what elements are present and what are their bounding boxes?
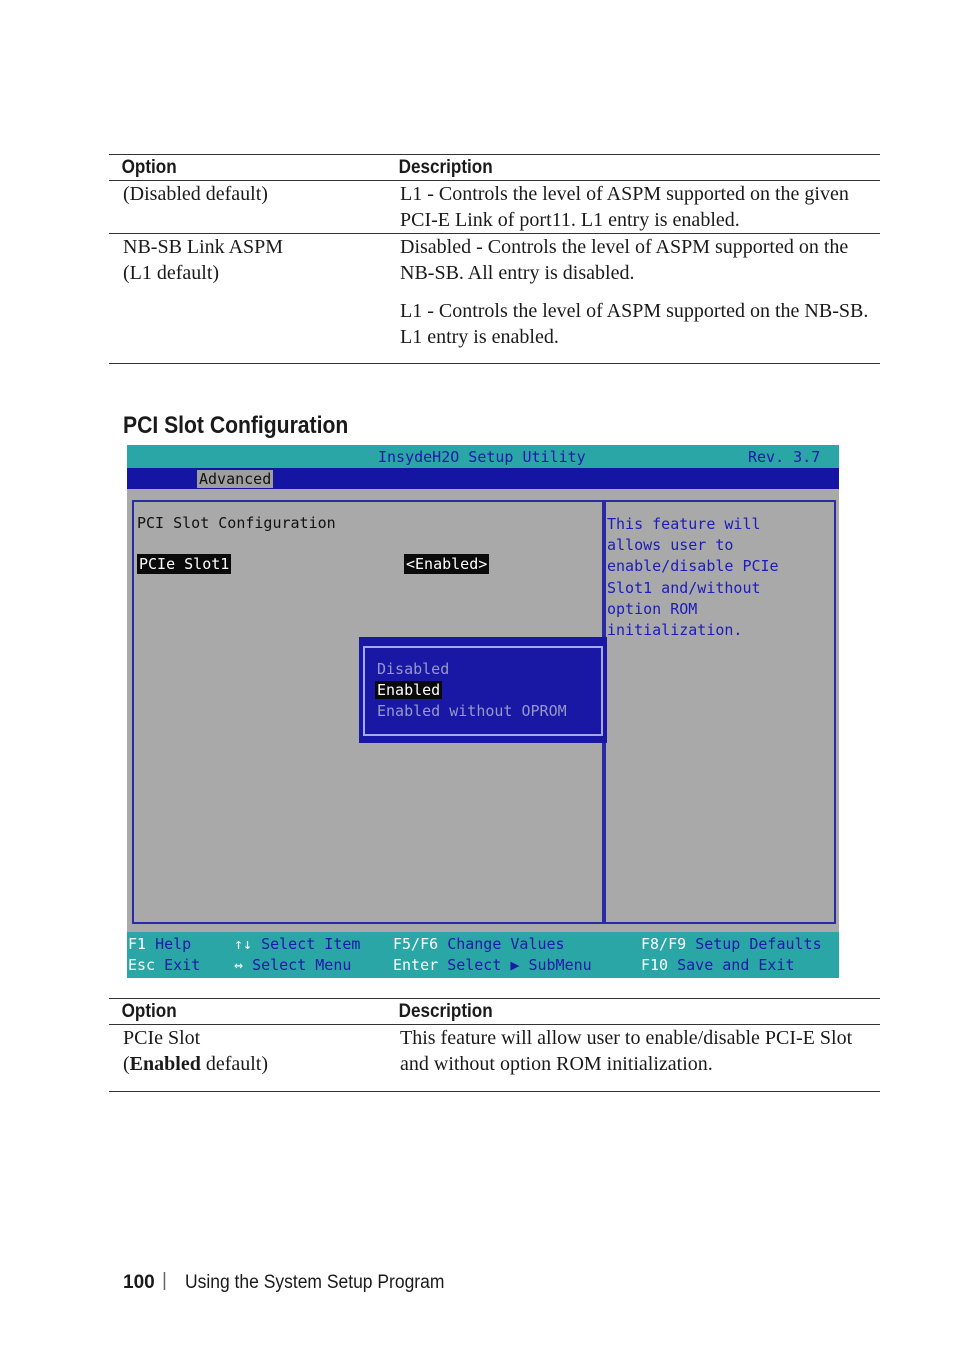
column-header-option: Option [109,999,358,1025]
table-row [109,1025,880,1092]
key-setup-defaults: F8/F9 Setup Defaults [641,935,822,953]
description-cell [386,234,880,364]
key-select-item: ↑↓ Select Item [234,935,361,953]
option-default-text: (L1 default) [123,261,220,284]
key-select-menu: ↔ Select Menu [234,956,352,974]
popup-option-disabled[interactable]: Disabled [377,660,450,678]
popup-option-enabled-without-oprom[interactable]: Enabled without OPROM [377,702,567,720]
key-help: F1 Help [128,935,192,953]
option-cell [109,181,386,234]
key-select-submenu: Enter Select ▶ SubMenu [393,956,592,974]
table-row [109,181,880,234]
description-text: L1 - Controls the level of ASPM supported on the NB-SB. L1 entry is enabled. [400,300,869,348]
setting-label-pcie-slot1[interactable]: PCIe Slot1 [139,555,230,573]
panel-title: PCI Slot Configuration [137,514,336,532]
description-text: Disabled - Controls the level of ASPM supported on the NB-SB. All entry is disabled. [400,236,849,284]
help-text: This feature will allows user to enable/disable PCIe Slot1 and/without option ROM initialization. [607,515,779,640]
bios-setup-screenshot [127,445,839,978]
description-text: L1 - Controls the level of ASPM supported on the given PCI-E Link of port11. L1 entry is enabled. [400,183,849,231]
bios-help-panel [602,500,836,924]
section-title: PCI Slot Configuration [123,412,349,439]
bios-revision: Rev. 3.7 [748,448,821,466]
description-text: This feature will allow user to enable/disable PCI-E Slot and without option ROM initialization. [400,1027,853,1075]
option-popup-frame [363,646,603,736]
footer-chapter-title: Using the System Setup Program [185,1272,445,1293]
option-text: NB-SB Link ASPM [123,236,284,258]
option-default-text: (Enabled default) [123,1052,269,1075]
option-cell [109,234,386,364]
description-cell [386,1025,880,1092]
footer-separator: | [162,1270,167,1291]
default-value: Enabled [129,1052,201,1075]
bios-key-legend [127,932,839,978]
bios-title: InsydeH2O Setup Utility [378,448,586,466]
bios-menu-bar [127,468,839,489]
key-save-and-exit: F10 Save and Exit [641,956,795,974]
key-change-values: F5/F6 Change Values [393,935,565,953]
option-text: PCIe Slot [123,1027,201,1049]
option-cell [109,1025,386,1092]
menu-tab-advanced[interactable]: Advanced [199,470,272,488]
option-table-pcie-slot [109,998,880,1092]
bios-title-bar [127,445,839,468]
column-header-description: Description [386,155,831,181]
page-number: 100 [123,1272,155,1293]
setting-value-pcie-slot1[interactable]: <Enabled> [406,555,488,573]
option-table-aspm [109,154,880,364]
column-header-option: Option [109,155,358,181]
column-header-description: Description [386,999,831,1025]
table-row [109,234,880,364]
key-exit: Esc Exit [128,956,201,974]
description-cell [386,181,880,234]
option-text: (Disabled default) [123,183,268,205]
popup-option-enabled[interactable]: Enabled [377,681,441,699]
option-popup [359,637,607,743]
